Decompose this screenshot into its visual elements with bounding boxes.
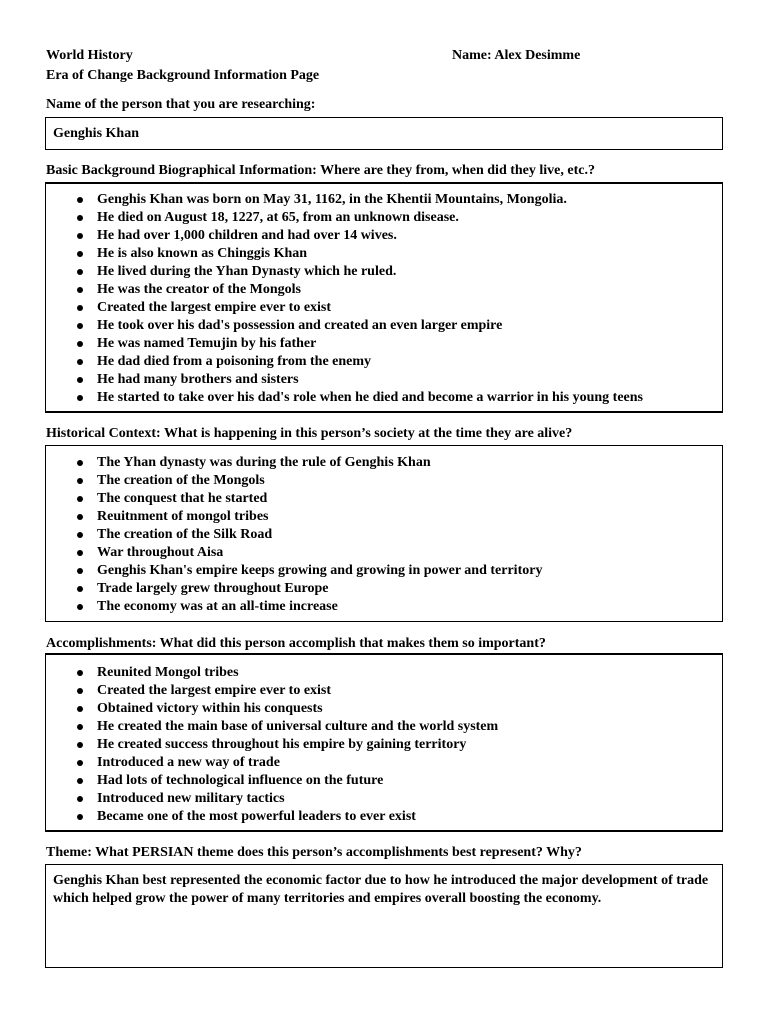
list-item: He created success throughout his empire by gaining territory xyxy=(46,736,722,754)
theme-answer-box[interactable] xyxy=(45,864,723,968)
list-item: Became one of the most powerful leaders to ever exist xyxy=(46,808,722,826)
theme-answer: Genghis Khan best represented the economic factor due to how he introduced the major development of trade which helped grow the power of many territories and empires overall boosting the economy. xyxy=(53,873,709,906)
list-item: He took over his dad's possession and created an even larger empire xyxy=(46,317,722,335)
list-item: The creation of the Silk Road xyxy=(46,526,722,544)
page-title: Era of Change Background Information Page xyxy=(46,68,320,83)
list-item: The creation of the Mongols xyxy=(46,472,722,490)
context-list xyxy=(46,454,722,616)
list-item: Genghis Khan was born on May 31, 1162, in the Khentii Mountains, Mongolia. xyxy=(46,191,722,209)
list-item: He created the main base of universal culture and the world system xyxy=(46,718,722,736)
list-item: He lived during the Yhan Dynasty which he ruled. xyxy=(46,263,722,281)
person-answer-box[interactable] xyxy=(45,117,723,150)
list-item: Introduced new military tactics xyxy=(46,790,722,808)
person-question: Name of the person that you are researching: xyxy=(46,97,316,112)
context-question: Historical Context: What is happening in this person’s society at the time they are alive? xyxy=(46,426,573,441)
accomplishments-list xyxy=(46,664,722,826)
list-item: The economy was at an all-time increase xyxy=(46,598,722,616)
accomplishments-answer-box[interactable] xyxy=(45,653,723,832)
list-item: He was named Temujin by his father xyxy=(46,335,722,353)
list-item: He was the creator of the Mongols xyxy=(46,281,722,299)
background-answer-box[interactable] xyxy=(45,182,723,413)
course-title: World History xyxy=(46,48,133,63)
accomplishments-question: Accomplishments: What did this person accomplish that makes them so important? xyxy=(46,636,546,651)
list-item: He had over 1,000 children and had over 14 wives. xyxy=(46,227,722,245)
list-item: Genghis Khan's empire keeps growing and growing in power and territory xyxy=(46,562,722,580)
background-list xyxy=(46,191,722,407)
context-answer-box[interactable] xyxy=(45,445,723,622)
list-item: Created the largest empire ever to exist xyxy=(46,299,722,317)
list-item: Created the largest empire ever to exist xyxy=(46,682,722,700)
list-item: The conquest that he started xyxy=(46,490,722,508)
background-question: Basic Background Biographical Information: Where are they from, when did they live, etc.? xyxy=(46,163,595,178)
student-name: Name: Alex Desimme xyxy=(452,48,581,63)
list-item: He started to take over his dad's role when he died and become a warrior in his young teens xyxy=(46,389,722,407)
list-item: Obtained victory within his conquests xyxy=(46,700,722,718)
list-item: Reuitnment of mongol tribes xyxy=(46,508,722,526)
list-item: Introduced a new way of trade xyxy=(46,754,722,772)
list-item: Trade largely grew throughout Europe xyxy=(46,580,722,598)
list-item: The Yhan dynasty was during the rule of Genghis Khan xyxy=(46,454,722,472)
list-item: Had lots of technological influence on the future xyxy=(46,772,722,790)
list-item: Reunited Mongol tribes xyxy=(46,664,722,682)
list-item: He died on August 18, 1227, at 65, from an unknown disease. xyxy=(46,209,722,227)
list-item: He had many brothers and sisters xyxy=(46,371,722,389)
theme-question: Theme: What PERSIAN theme does this person’s accomplishments best represent? Why? xyxy=(46,845,582,860)
list-item: He dad died from a poisoning from the enemy xyxy=(46,353,722,371)
person-answer: Genghis Khan xyxy=(53,126,139,141)
list-item: War throughout Aisa xyxy=(46,544,722,562)
list-item: He is also known as Chinggis Khan xyxy=(46,245,722,263)
